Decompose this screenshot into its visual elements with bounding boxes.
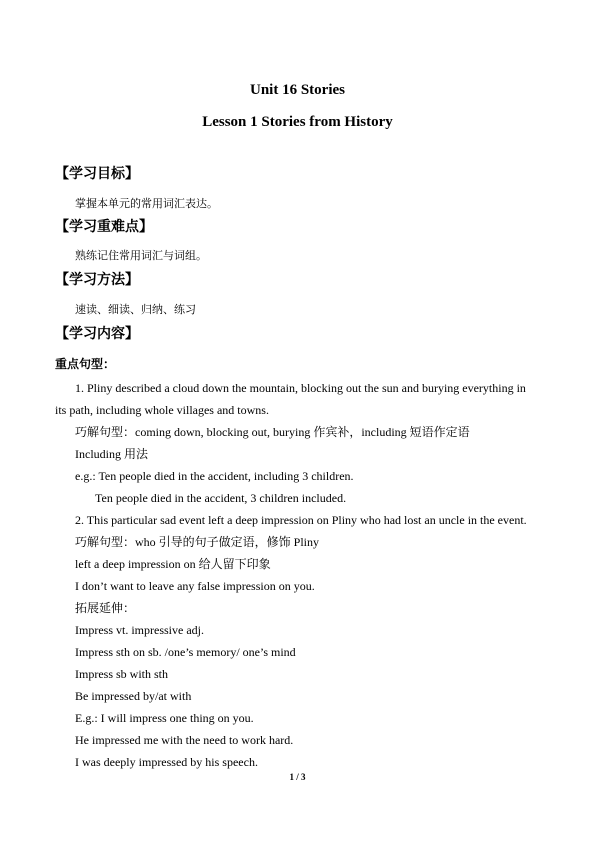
sentence-1: 1. Pliny described a cloud down the mountain, blocking out the sun and burying everything in <box>75 381 526 395</box>
page-number: 1 / 3 <box>289 772 306 782</box>
example-3: E.g.: I will impress one thing on you. <box>75 711 254 725</box>
analysis-2: 巧解句型：who 引导的句子做定语，修饰 Pliny <box>75 535 320 549</box>
content-heading: 【学习内容】 <box>55 326 139 342</box>
impress-forms: Impress vt. impressive adj. <box>75 623 204 637</box>
example-2: I don’t want to leave any false impression on you. <box>75 579 315 593</box>
example-4: He impressed me with the need to work hard. <box>75 733 294 747</box>
impress-usage-1: Impress sth on sb. /one’s memory/ one’s mind <box>75 645 296 659</box>
impress-usage-3: Be impressed by/at with <box>75 689 192 703</box>
sentence-2: 2. This particular sad event left a deep impression on Pliny who had lost an uncle in the event. <box>75 513 527 527</box>
example-5: I was deeply impressed by his speech. <box>75 755 258 769</box>
method-heading: 【学习方法】 <box>55 272 139 288</box>
phrase-impression: left a deep impression on 给人留下印象 <box>75 557 271 571</box>
goal-text: 掌握本单元的常用词汇表达。 <box>75 197 218 210</box>
method-text: 速读、细读、归纳、练习 <box>75 303 196 316</box>
lesson-title: Lesson 1 Stories from History <box>202 114 393 130</box>
example-1b: Ten people died in the accident, 3 children included. <box>95 491 347 505</box>
impress-usage-2: Impress sb with sth <box>75 667 168 681</box>
including-usage: Including 用法 <box>75 447 148 461</box>
key-points-text: 熟练记住常用词汇与词组。 <box>75 249 207 262</box>
sentence-1-cont: its path, including whole villages and towns. <box>55 403 269 417</box>
key-sentences-heading: 重点句型： <box>55 357 116 371</box>
key-points-heading: 【学习重难点】 <box>55 219 153 235</box>
extension-heading: 拓展延伸： <box>75 601 136 615</box>
example-1: e.g.: Ten people died in the accident, including 3 children. <box>75 469 354 483</box>
goal-heading: 【学习目标】 <box>55 166 139 182</box>
unit-title: Unit 16 Stories <box>250 82 345 98</box>
analysis-1: 巧解句型：coming down, blocking out, burying 作宾补，including 短语作定语 <box>75 425 470 439</box>
